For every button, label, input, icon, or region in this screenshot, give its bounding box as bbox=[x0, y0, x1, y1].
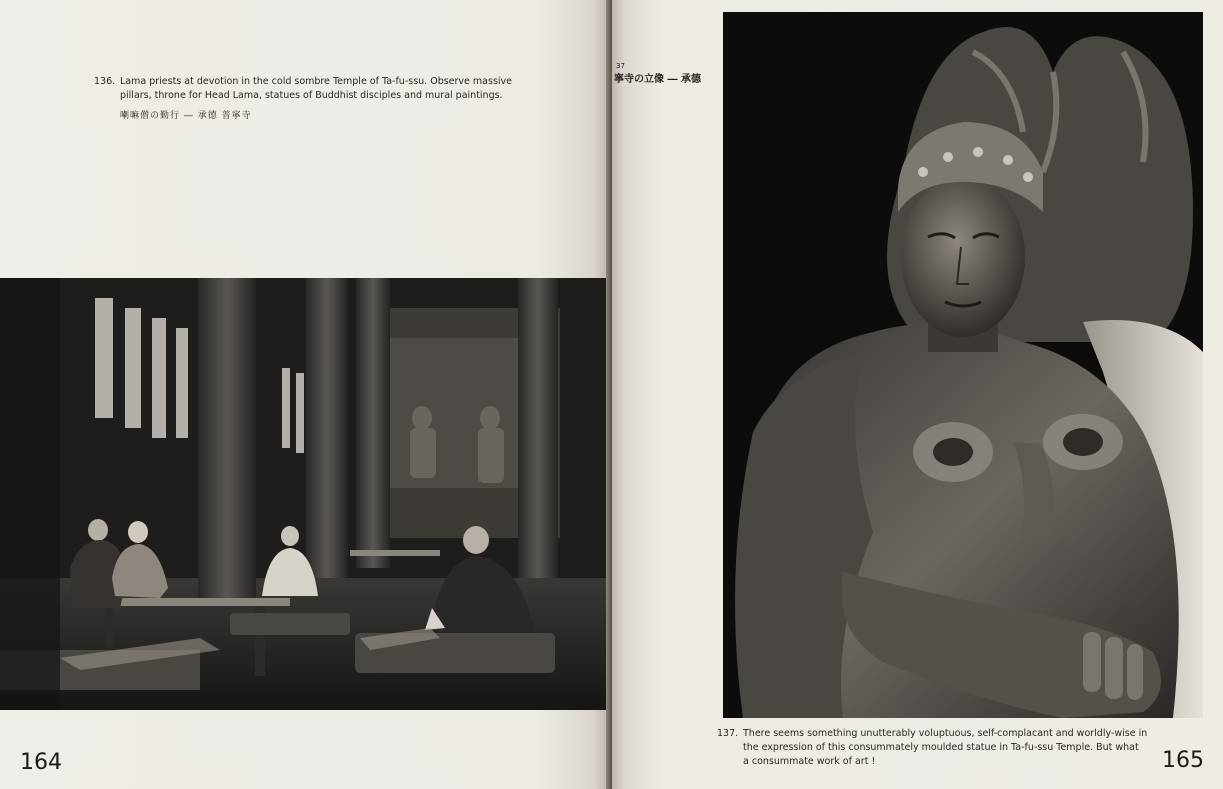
caption-line: There seems something unutterably voluptuous, self-complacant and worldly-wise in bbox=[743, 728, 1148, 739]
caption-number: 137. bbox=[717, 728, 739, 739]
page-number-left: 164 bbox=[20, 750, 62, 775]
caption-line: Lama priests at devotion in the cold sombre Temple of Ta-fu-ssu. Observe massive bbox=[120, 76, 512, 87]
caption-number: 136. bbox=[94, 76, 116, 87]
temple-interior-photo bbox=[0, 278, 608, 710]
japanese-caption: 喇嘛僧の勤行 ― 承德 普寧寺 bbox=[120, 111, 252, 121]
caption-line: the expression of this consummately moulded statue in Ta-fu-ssu Temple. But what bbox=[743, 742, 1139, 753]
bleed-through-text bbox=[614, 62, 701, 85]
caption-line: a consummate work of art ! bbox=[743, 756, 876, 767]
statue-photo bbox=[723, 12, 1203, 718]
caption-text bbox=[743, 727, 1153, 769]
right-page bbox=[612, 0, 1223, 789]
caption-text bbox=[120, 75, 540, 103]
caption-line: pillars, throne for Head Lama, statues of Buddhist disciples and mural paintings. bbox=[120, 90, 503, 101]
bleed-japanese: 寧寺の立像 ― 承德 bbox=[614, 74, 701, 85]
bleed-number: 37 bbox=[616, 62, 625, 70]
page-number-right: 165 bbox=[1162, 748, 1204, 773]
